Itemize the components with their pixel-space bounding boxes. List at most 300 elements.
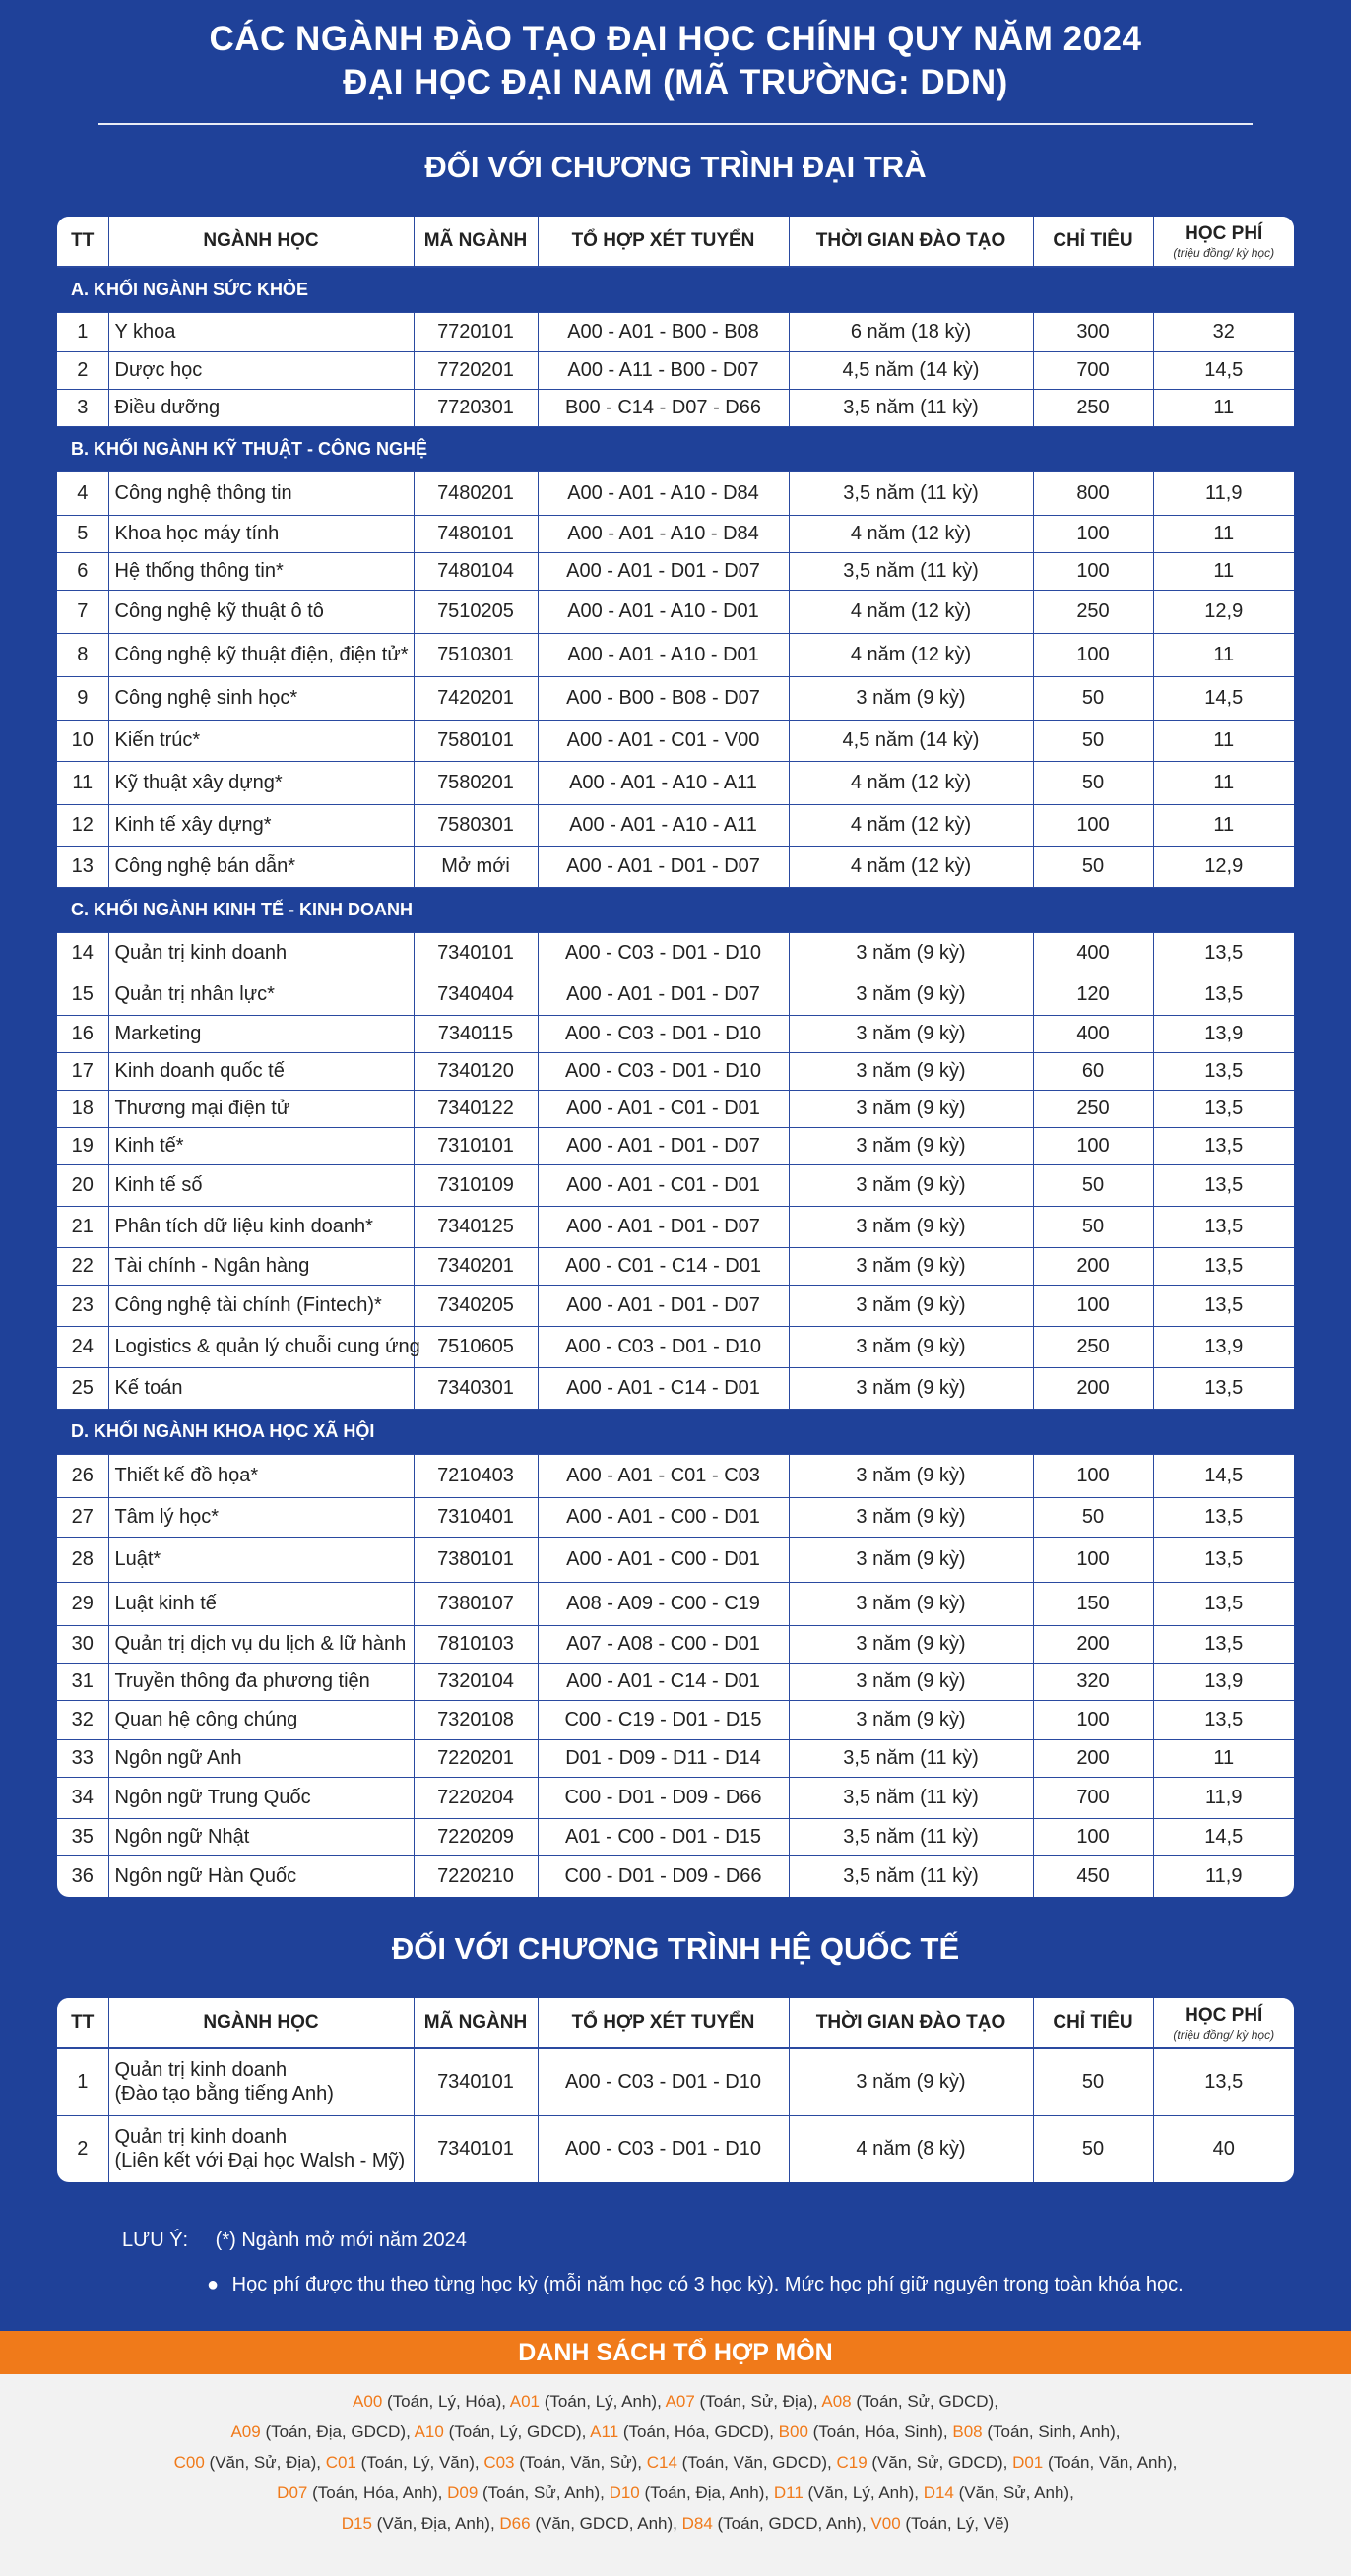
cell-tt: 32 — [57, 1700, 108, 1739]
intl-col-combo: TỔ HỢP XÉT TUYỂN — [538, 1998, 789, 2048]
cell-quota: 100 — [1033, 1700, 1153, 1739]
table-row — [57, 676, 1294, 720]
cell-combo: A00 - A01 - D01 - D07 — [538, 1206, 789, 1247]
cell-combo: A00 - A01 - C01 - D01 — [538, 1164, 789, 1206]
combo-code: D07 — [277, 2483, 308, 2502]
cell-duration: 3 năm (9 kỳ) — [789, 932, 1033, 974]
cell-quota: 250 — [1033, 1326, 1153, 1367]
table-row — [57, 1497, 1294, 1537]
table-row — [57, 1663, 1294, 1700]
combo-subjects: (Toán, Sử, Anh), — [478, 2483, 610, 2502]
cell-combo: D01 - D09 - D11 - D14 — [538, 1739, 789, 1777]
col-duration: THỜI GIAN ĐÀO TẠO — [789, 217, 1033, 267]
cell-fee: 14,5 — [1153, 1818, 1294, 1855]
cell-tt: 1 — [57, 2048, 108, 2115]
combo-subjects: (Toán, Địa, Anh), — [639, 2483, 774, 2502]
cell-duration: 3 năm (9 kỳ) — [789, 1326, 1033, 1367]
table-row — [57, 1582, 1294, 1625]
cell-fee: 11 — [1153, 720, 1294, 761]
cell-fee: 13,5 — [1153, 1537, 1294, 1582]
cell-quota: 400 — [1033, 932, 1153, 974]
combo-line — [0, 2447, 1351, 2478]
group-label: B. KHỐI NGÀNH KỸ THUẬT - CÔNG NGHỆ — [57, 426, 1294, 471]
cell-combo: A00 - A01 - D01 - D07 — [538, 1127, 789, 1164]
cell-major: Kế toán — [108, 1367, 414, 1409]
cell-combo: A01 - C00 - D01 - D15 — [538, 1818, 789, 1855]
cell-major: Marketing — [108, 1015, 414, 1052]
major-line1: Quản trị kinh doanh — [114, 2126, 288, 2149]
combo-subjects: (Toán, Lý, Vẽ) — [900, 2514, 1010, 2533]
cell-combo: C00 - D01 - D09 - D66 — [538, 1855, 789, 1897]
cell-tt: 29 — [57, 1582, 108, 1625]
notes-line2 — [207, 2274, 1184, 2296]
intl-col-fee-label: HỌC PHÍ — [1185, 2004, 1263, 2026]
cell-tt: 12 — [57, 804, 108, 846]
cell-tt: 5 — [57, 515, 108, 552]
combo-code: V00 — [870, 2514, 901, 2533]
intl-col-code: MÃ NGÀNH — [414, 1998, 538, 2048]
combo-subjects: (Toán, Văn, GDCD), — [676, 2453, 837, 2472]
combo-subjects: (Toán, Văn, Sử), — [514, 2453, 647, 2472]
cell-combo: A08 - A09 - C00 - C19 — [538, 1582, 789, 1625]
cell-tt: 1 — [57, 312, 108, 351]
cell-quota: 100 — [1033, 1454, 1153, 1497]
combo-subjects: (Toán, Văn, Anh), — [1043, 2453, 1178, 2472]
cell-tt: 17 — [57, 1052, 108, 1090]
combo-code: C03 — [483, 2453, 515, 2472]
combo-line — [0, 2508, 1351, 2539]
cell-tt: 3 — [57, 389, 108, 426]
cell-duration: 3 năm (9 kỳ) — [789, 1367, 1033, 1409]
cell-tt: 11 — [57, 761, 108, 804]
table-row — [57, 471, 1294, 515]
cell-duration: 3,5 năm (11 kỳ) — [789, 552, 1033, 590]
table-row — [57, 1247, 1294, 1285]
cell-tt: 6 — [57, 552, 108, 590]
major-line2: (Liên kết với Đại học Walsh - Mỹ) — [114, 2150, 406, 2172]
cell-quota: 50 — [1033, 720, 1153, 761]
cell-quota: 50 — [1033, 1164, 1153, 1206]
cell-fee: 13,5 — [1153, 1497, 1294, 1537]
cell-tt: 23 — [57, 1285, 108, 1326]
cell-code: 7310401 — [414, 1497, 538, 1537]
table-row — [57, 1537, 1294, 1582]
combo-code: D15 — [341, 2514, 372, 2533]
cell-tt: 28 — [57, 1537, 108, 1582]
cell-combo: A00 - C03 - D01 - D10 — [538, 1326, 789, 1367]
cell-quota: 100 — [1033, 1127, 1153, 1164]
cell-major: Công nghệ tài chính (Fintech)* — [108, 1285, 414, 1326]
cell-fee: 13,5 — [1153, 1625, 1294, 1663]
cell-fee: 12,9 — [1153, 846, 1294, 887]
cell-duration: 3,5 năm (11 kỳ) — [789, 389, 1033, 426]
cell-code: 7340404 — [414, 974, 538, 1015]
cell-combo: A00 - C03 - D01 - D10 — [538, 932, 789, 974]
cell-duration: 4,5 năm (14 kỳ) — [789, 351, 1033, 389]
international-program-table — [57, 1998, 1294, 2182]
cell-code: 7310109 — [414, 1164, 538, 1206]
cell-major: Kinh tế xây dựng* — [108, 804, 414, 846]
cell-combo: A00 - A01 - C01 - C03 — [538, 1454, 789, 1497]
cell-fee: 11 — [1153, 761, 1294, 804]
cell-duration: 4,5 năm (14 kỳ) — [789, 720, 1033, 761]
cell-quota: 50 — [1033, 846, 1153, 887]
cell-fee: 14,5 — [1153, 1454, 1294, 1497]
cell-major: Công nghệ kỹ thuật ô tô — [108, 590, 414, 633]
cell-tt: 20 — [57, 1164, 108, 1206]
cell-combo: A00 - A01 - D01 - D07 — [538, 846, 789, 887]
cell-duration: 3 năm (9 kỳ) — [789, 1090, 1033, 1127]
cell-code: 7580101 — [414, 720, 538, 761]
combo-subjects: (Toán, Sử, GDCD), — [851, 2392, 998, 2411]
table-row — [57, 351, 1294, 389]
cell-major: Logistics & quản lý chuỗi cung ứng — [108, 1326, 414, 1367]
table-row — [57, 720, 1294, 761]
cell-fee: 13,5 — [1153, 2048, 1294, 2115]
combo-list-title: DANH SÁCH TỔ HỢP MÔN — [0, 2331, 1351, 2374]
combo-code: C14 — [646, 2453, 677, 2472]
cell-tt: 35 — [57, 1818, 108, 1855]
cell-duration: 3 năm (9 kỳ) — [789, 1015, 1033, 1052]
cell-quota: 250 — [1033, 590, 1153, 633]
cell-fee: 13,5 — [1153, 1052, 1294, 1090]
cell-combo: A07 - A08 - C00 - D01 — [538, 1625, 789, 1663]
cell-tt: 36 — [57, 1855, 108, 1897]
cell-major: Ngôn ngữ Nhật — [108, 1818, 414, 1855]
table-row — [57, 1739, 1294, 1777]
cell-code: Mở mới — [414, 846, 538, 887]
cell-tt: 13 — [57, 846, 108, 887]
group-label: A. KHỐI NGÀNH SỨC KHỎE — [57, 267, 1294, 312]
cell-fee: 13,5 — [1153, 1206, 1294, 1247]
cell-quota: 50 — [1033, 761, 1153, 804]
cell-combo: A00 - A01 - A10 - A11 — [538, 761, 789, 804]
cell-combo: C00 - C19 - D01 - D15 — [538, 1700, 789, 1739]
cell-duration: 3 năm (9 kỳ) — [789, 1247, 1033, 1285]
cell-quota: 200 — [1033, 1739, 1153, 1777]
cell-major: Quản trị nhân lực* — [108, 974, 414, 1015]
cell-major: Điều dưỡng — [108, 389, 414, 426]
cell-duration: 3,5 năm (11 kỳ) — [789, 1777, 1033, 1818]
cell-fee: 32 — [1153, 312, 1294, 351]
group-header-row — [57, 426, 1294, 471]
cell-fee: 14,5 — [1153, 676, 1294, 720]
cell-duration: 4 năm (12 kỳ) — [789, 804, 1033, 846]
table-row — [57, 846, 1294, 887]
cell-tt: 16 — [57, 1015, 108, 1052]
cell-combo: A00 - A01 - C01 - D01 — [538, 1090, 789, 1127]
combo-subjects: (Văn, Địa, Anh), — [371, 2514, 500, 2533]
combo-code: A11 — [590, 2422, 619, 2441]
cell-quota: 100 — [1033, 804, 1153, 846]
cell-quota: 100 — [1033, 1537, 1153, 1582]
cell-fee: 13,5 — [1153, 1164, 1294, 1206]
cell-fee: 11,9 — [1153, 1777, 1294, 1818]
cell-major: Kinh doanh quốc tế — [108, 1052, 414, 1090]
cell-tt: 8 — [57, 633, 108, 676]
cell-tt: 24 — [57, 1326, 108, 1367]
cell-quota: 120 — [1033, 974, 1153, 1015]
cell-combo: A00 - C03 - D01 - D10 — [538, 1015, 789, 1052]
cell-tt: 7 — [57, 590, 108, 633]
table-row — [57, 1015, 1294, 1052]
cell-code: 7480101 — [414, 515, 538, 552]
cell-major: Kinh tế* — [108, 1127, 414, 1164]
cell-quota: 100 — [1033, 633, 1153, 676]
cell-duration: 3,5 năm (11 kỳ) — [789, 1818, 1033, 1855]
cell-fee: 11,9 — [1153, 471, 1294, 515]
cell-quota: 300 — [1033, 312, 1153, 351]
cell-combo: A00 - A01 - D01 - D07 — [538, 974, 789, 1015]
cell-duration: 3,5 năm (11 kỳ) — [789, 471, 1033, 515]
cell-major: Dược học — [108, 351, 414, 389]
cell-quota: 200 — [1033, 1625, 1153, 1663]
cell-major: Ngôn ngữ Trung Quốc — [108, 1777, 414, 1818]
standard-table-body — [57, 267, 1294, 1897]
cell-duration: 3 năm (9 kỳ) — [789, 1663, 1033, 1700]
combo-code: D11 — [773, 2483, 804, 2502]
cell-combo: A00 - A01 - A10 - D01 — [538, 633, 789, 676]
combo-subjects: (Toán, Địa, GDCD), — [260, 2422, 415, 2441]
cell-duration: 3 năm (9 kỳ) — [789, 974, 1033, 1015]
cell-fee: 13,5 — [1153, 932, 1294, 974]
cell-major: Công nghệ sinh học* — [108, 676, 414, 720]
table-row — [57, 1700, 1294, 1739]
combo-subjects: (Toán, GDCD, Anh), — [712, 2514, 871, 2533]
cell-major: Truyền thông đa phương tiện — [108, 1663, 414, 1700]
cell-duration: 4 năm (12 kỳ) — [789, 761, 1033, 804]
table-row — [57, 1285, 1294, 1326]
col-quota: CHỈ TIÊU — [1033, 217, 1153, 267]
cell-combo: A00 - A01 - C00 - D01 — [538, 1497, 789, 1537]
cell-quota: 50 — [1033, 2115, 1153, 2182]
cell-fee: 11 — [1153, 389, 1294, 426]
combo-code: D09 — [447, 2483, 479, 2502]
cell-fee: 13,5 — [1153, 974, 1294, 1015]
cell-major: Tâm lý học* — [108, 1497, 414, 1537]
page-title-line2: ĐẠI HỌC ĐẠI NAM (MÃ TRƯỜNG: DDN) — [343, 63, 1008, 101]
cell-code: 7340201 — [414, 1247, 538, 1285]
combo-code: D01 — [1012, 2453, 1044, 2472]
intl-col-quota: CHỈ TIÊU — [1033, 1998, 1153, 2048]
cell-duration: 3 năm (9 kỳ) — [789, 1454, 1033, 1497]
standard-program-table — [57, 217, 1294, 1897]
intl-col-major: NGÀNH HỌC — [108, 1998, 414, 2048]
combo-subjects: (Toán, Lý, Anh), — [540, 2392, 666, 2411]
cell-fee: 11 — [1153, 1739, 1294, 1777]
cell-fee: 11 — [1153, 515, 1294, 552]
cell-combo: A00 - A01 - A10 - D01 — [538, 590, 789, 633]
table-row — [57, 1052, 1294, 1090]
notes-line1 — [122, 2230, 467, 2252]
cell-combo: A00 - A01 - D01 - D07 — [538, 1285, 789, 1326]
cell-major — [108, 2048, 414, 2115]
cell-code: 7580301 — [414, 804, 538, 846]
cell-quota: 320 — [1033, 1663, 1153, 1700]
cell-code: 7420201 — [414, 676, 538, 720]
table-row — [57, 1090, 1294, 1127]
cell-duration: 3 năm (9 kỳ) — [789, 1164, 1033, 1206]
cell-major — [108, 2115, 414, 2182]
cell-major: Ngôn ngữ Hàn Quốc — [108, 1855, 414, 1897]
intl-col-tt: TT — [57, 1998, 108, 2048]
cell-fee: 13,9 — [1153, 1326, 1294, 1367]
cell-fee: 13,9 — [1153, 1663, 1294, 1700]
group-label: D. KHỐI NGÀNH KHOA HỌC XÃ HỘI — [57, 1409, 1294, 1454]
cell-fee: 13,5 — [1153, 1582, 1294, 1625]
combo-subjects: (Văn, Lý, Anh), — [803, 2483, 924, 2502]
combo-subjects: (Toán, Hóa, Sinh), — [807, 2422, 953, 2441]
combo-subjects: (Toán, Lý, Văn), — [355, 2453, 484, 2472]
cell-quota: 100 — [1033, 1285, 1153, 1326]
cell-major: Phân tích dữ liệu kinh doanh* — [108, 1206, 414, 1247]
cell-duration: 3 năm (9 kỳ) — [789, 2048, 1033, 2115]
combo-subjects: (Toán, Lý, Hóa), — [382, 2392, 510, 2411]
col-major: NGÀNH HỌC — [108, 217, 414, 267]
table-row — [57, 1777, 1294, 1818]
table-row — [57, 2048, 1294, 2115]
cell-major: Kỹ thuật xây dựng* — [108, 761, 414, 804]
cell-duration: 6 năm (18 kỳ) — [789, 312, 1033, 351]
cell-fee: 11 — [1153, 552, 1294, 590]
cell-major: Khoa học máy tính — [108, 515, 414, 552]
intl-table-header-row — [57, 1998, 1294, 2048]
cell-quota: 450 — [1033, 1855, 1153, 1897]
combo-code: B08 — [952, 2422, 983, 2441]
combo-code: D10 — [609, 2483, 640, 2502]
combo-subjects: (Văn, Sử, Địa), — [204, 2453, 326, 2472]
table-row — [57, 974, 1294, 1015]
cell-fee: 11 — [1153, 804, 1294, 846]
intl-col-fee — [1153, 1998, 1294, 2048]
cell-quota: 200 — [1033, 1367, 1153, 1409]
cell-combo: A00 - A01 - C14 - D01 — [538, 1663, 789, 1700]
table-row — [57, 1855, 1294, 1897]
cell-code: 7580201 — [414, 761, 538, 804]
cell-combo: A00 - C03 - D01 - D10 — [538, 2048, 789, 2115]
cell-quota: 50 — [1033, 1497, 1153, 1537]
group-header-row — [57, 267, 1294, 312]
cell-combo: C00 - D01 - D09 - D66 — [538, 1777, 789, 1818]
cell-duration: 3 năm (9 kỳ) — [789, 1206, 1033, 1247]
major-line1: Quản trị kinh doanh — [114, 2059, 288, 2082]
cell-code: 7810103 — [414, 1625, 538, 1663]
page-title-line1: CÁC NGÀNH ĐÀO TẠO ĐẠI HỌC CHÍNH QUY NĂM 2024 — [209, 20, 1142, 58]
intl-col-duration: THỜI GIAN ĐÀO TẠO — [789, 1998, 1033, 2048]
cell-major: Hệ thống thông tin* — [108, 552, 414, 590]
cell-combo: A00 - A01 - A10 - D84 — [538, 471, 789, 515]
table-row — [57, 633, 1294, 676]
cell-combo: A00 - A01 - B00 - B08 — [538, 312, 789, 351]
cell-duration: 3,5 năm (11 kỳ) — [789, 1739, 1033, 1777]
intl-col-fee-unit: (triệu đồng/ kỳ học) — [1173, 2027, 1275, 2042]
cell-tt: 31 — [57, 1663, 108, 1700]
combo-code: A00 — [353, 2392, 383, 2411]
cell-combo: A00 - B00 - B08 - D07 — [538, 676, 789, 720]
major-line2: (Đào tạo bằng tiếng Anh) — [114, 2083, 334, 2105]
cell-tt: 21 — [57, 1206, 108, 1247]
cell-duration: 4 năm (8 kỳ) — [789, 2115, 1033, 2182]
cell-code: 7510301 — [414, 633, 538, 676]
cell-code: 7340101 — [414, 2048, 538, 2115]
cell-combo: A00 - A01 - A10 - D84 — [538, 515, 789, 552]
table-header-row — [57, 217, 1294, 267]
cell-major: Công nghệ thông tin — [108, 471, 414, 515]
table-row — [57, 312, 1294, 351]
cell-major: Thiết kế đồ họa* — [108, 1454, 414, 1497]
cell-duration: 3 năm (9 kỳ) — [789, 1285, 1033, 1326]
cell-fee: 13,9 — [1153, 1015, 1294, 1052]
cell-combo: A00 - A11 - B00 - D07 — [538, 351, 789, 389]
cell-tt: 10 — [57, 720, 108, 761]
cell-duration: 3 năm (9 kỳ) — [789, 1625, 1033, 1663]
cell-major: Luật kinh tế — [108, 1582, 414, 1625]
cell-code: 7510205 — [414, 590, 538, 633]
cell-major: Kinh tế số — [108, 1164, 414, 1206]
cell-tt: 14 — [57, 932, 108, 974]
combo-subjects: (Toán, Hóa, GDCD), — [618, 2422, 779, 2441]
cell-duration: 3 năm (9 kỳ) — [789, 1127, 1033, 1164]
col-tt: TT — [57, 217, 108, 267]
note-fee: Học phí được thu theo từng học kỳ (mỗi năm học có 3 học kỳ). Mức học phí giữ nguyên trong toàn khóa học. — [231, 2274, 1184, 2295]
table-row — [57, 1206, 1294, 1247]
cell-tt: 15 — [57, 974, 108, 1015]
cell-quota: 700 — [1033, 351, 1153, 389]
group-label: C. KHỐI NGÀNH KINH TẾ - KINH DOANH — [57, 887, 1294, 932]
combo-code: A09 — [230, 2422, 261, 2441]
combo-lines — [0, 2374, 1351, 2539]
bullet-icon: ● — [207, 2274, 220, 2295]
cell-major: Công nghệ bán dẫn* — [108, 846, 414, 887]
cell-major: Luật* — [108, 1537, 414, 1582]
cell-combo: A00 - C03 - D01 - D10 — [538, 2115, 789, 2182]
cell-code: 7220201 — [414, 1739, 538, 1777]
cell-code: 7320108 — [414, 1700, 538, 1739]
cell-code: 7340125 — [414, 1206, 538, 1247]
col-combo: TỔ HỢP XÉT TUYỂN — [538, 217, 789, 267]
section-title-international: ĐỐI VỚI CHƯƠNG TRÌNH HỆ QUỐC TẾ — [391, 1931, 960, 1966]
cell-code: 7340101 — [414, 2115, 538, 2182]
cell-fee: 13,5 — [1153, 1367, 1294, 1409]
cell-fee: 40 — [1212, 2137, 1235, 2160]
cell-duration: 3 năm (9 kỳ) — [789, 1537, 1033, 1582]
cell-fee: 13,5 — [1153, 1090, 1294, 1127]
combo-subjects: (Toán, Sinh, Anh), — [982, 2422, 1121, 2441]
combo-line — [0, 2478, 1351, 2508]
group-header-row — [57, 887, 1294, 932]
cell-major: Quản trị dịch vụ du lịch & lữ hành — [108, 1625, 414, 1663]
cell-quota: 250 — [1033, 389, 1153, 426]
cell-tt: 30 — [57, 1625, 108, 1663]
cell-fee: 12,9 — [1153, 590, 1294, 633]
cell-duration: 3 năm (9 kỳ) — [789, 1052, 1033, 1090]
cell-quota: 200 — [1033, 1247, 1153, 1285]
cell-duration: 4 năm (12 kỳ) — [789, 590, 1033, 633]
cell-duration: 3 năm (9 kỳ) — [789, 1497, 1033, 1537]
cell-major: Quản trị kinh doanh — [108, 932, 414, 974]
cell-quota: 400 — [1033, 1015, 1153, 1052]
cell-tt: 26 — [57, 1454, 108, 1497]
combo-code: D66 — [499, 2514, 531, 2533]
cell-code: 7480201 — [414, 471, 538, 515]
cell-code: 7320104 — [414, 1663, 538, 1700]
cell-tt: 9 — [57, 676, 108, 720]
cell-major: Kiến trúc* — [108, 720, 414, 761]
cell-major: Y khoa — [108, 312, 414, 351]
table-row — [57, 1127, 1294, 1164]
cell-code: 7380107 — [414, 1582, 538, 1625]
combo-code: D14 — [923, 2483, 954, 2502]
